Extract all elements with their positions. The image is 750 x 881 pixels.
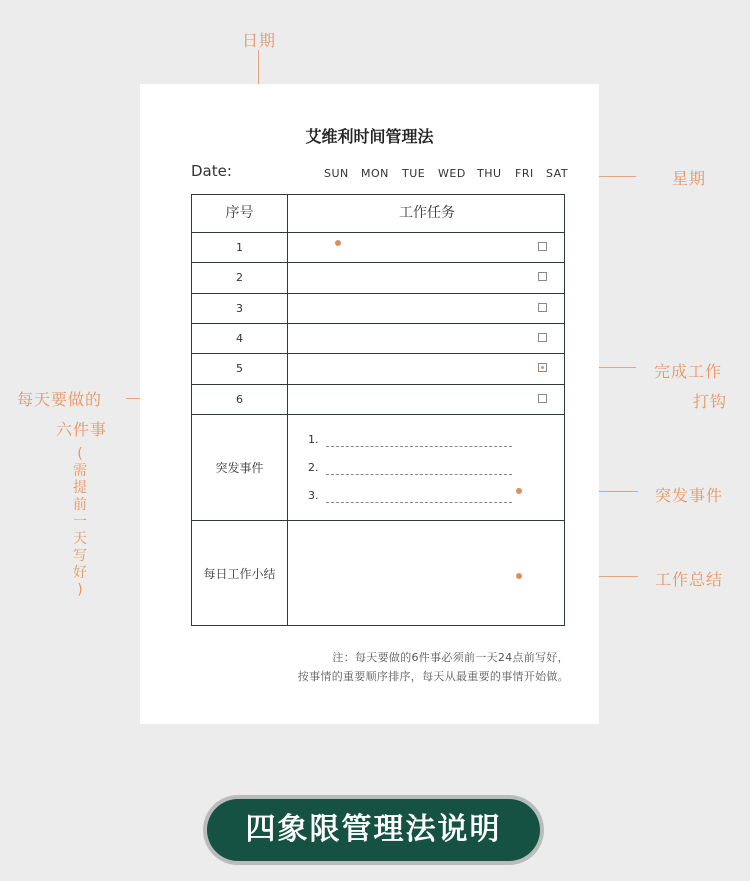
annotation-weekday: 星期 (672, 169, 707, 188)
emergency-item-number: 3. (308, 489, 319, 502)
task-row-number: 3 (236, 302, 243, 315)
annotation-complete-line2: 打钩 (693, 392, 728, 411)
annotation-emergency: 突发事件 (655, 486, 724, 505)
row-separator (192, 353, 564, 354)
header-work-task: 工作任务 (399, 205, 455, 221)
emergency-item-line[interactable] (326, 474, 512, 475)
header-serial-number: 序号 (225, 205, 254, 221)
row-separator (192, 232, 564, 233)
row-separator (192, 293, 564, 294)
annotation-six-things-line2: 六件事 (56, 420, 108, 439)
annotation-complete-line1: 完成工作 (654, 362, 723, 381)
emergency-item-number: 1. (308, 433, 319, 446)
weekday-thu: THU (477, 167, 502, 180)
sheet-title: 艾维利时间管理法 (305, 127, 434, 146)
planner-sheet (140, 84, 599, 724)
emergency-item-line[interactable] (326, 446, 512, 447)
task-row-number: 1 (236, 241, 243, 254)
task-table (191, 194, 565, 626)
row-separator (192, 262, 564, 263)
task-checkbox[interactable] (538, 242, 547, 251)
method-banner: 四象限管理法说明 (207, 799, 540, 861)
task-checkbox[interactable] (538, 363, 547, 372)
weekday-sat: SAT (546, 167, 569, 180)
annotation-summary: 工作总结 (655, 570, 724, 589)
weekday-sun: SUN (324, 167, 349, 180)
task-checkbox[interactable] (538, 272, 547, 281)
date-label: Date: (191, 162, 232, 180)
row-separator (192, 414, 564, 415)
weekday-wed: WED (438, 167, 466, 180)
task-checkbox[interactable] (538, 303, 547, 312)
emergency-label: 突发事件 (215, 461, 264, 475)
task-checkbox[interactable] (538, 394, 547, 403)
row-separator (192, 520, 564, 521)
emergency-item-line[interactable] (326, 502, 512, 503)
task-row-number: 5 (236, 362, 243, 375)
task-row-number: 6 (236, 393, 243, 406)
note-line-2: 按事情的重要顺序排序，每天从最重要的事情开始做。 (297, 670, 569, 683)
daily-summary-label: 每日工作小结 (203, 567, 276, 581)
task-row-number: 4 (236, 332, 243, 345)
annotation-date: 日期 (242, 31, 277, 50)
weekday-fri: FRI (515, 167, 534, 180)
annotation-six-things-note: ( 需 提 前 一 天 写 好 ) (73, 446, 87, 598)
leader-dot-six-things (335, 240, 341, 246)
row-separator (192, 323, 564, 324)
note-line-1: 注：每天要做的6件事必须前一天24点前写好， (332, 651, 569, 664)
emergency-item-number: 2. (308, 461, 319, 474)
leader-dot-summary (516, 573, 522, 579)
task-checkbox[interactable] (538, 333, 547, 342)
weekday-tue: TUE (402, 167, 426, 180)
column-separator (287, 195, 288, 625)
checkbox-mark (541, 366, 544, 369)
weekday-mon: MON (361, 167, 389, 180)
annotation-six-things-line1: 每天要做的 (17, 390, 103, 409)
leader-dot-emergency (516, 488, 522, 494)
row-separator (192, 384, 564, 385)
task-row-number: 2 (236, 271, 243, 284)
